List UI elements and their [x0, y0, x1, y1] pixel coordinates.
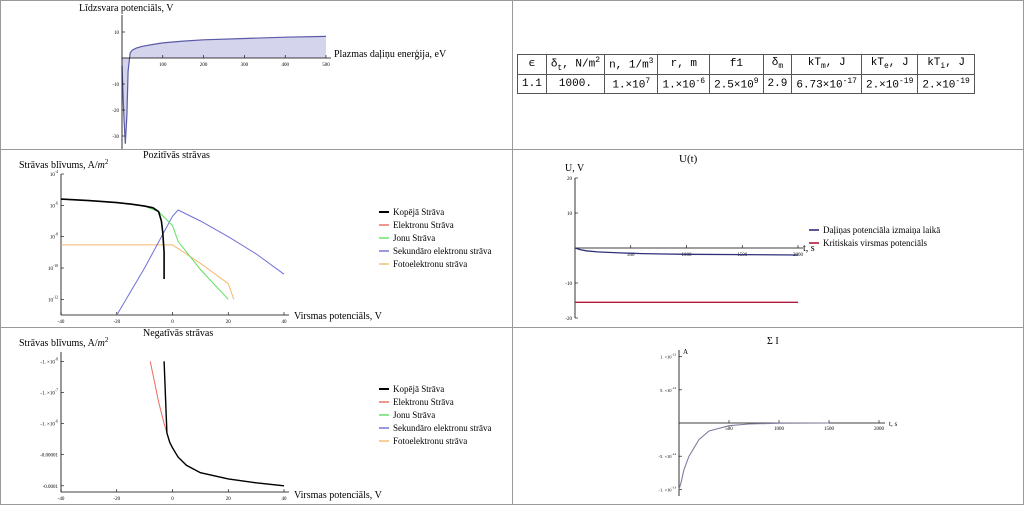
neg-xlabel: Virsmas potenciāls, V: [294, 490, 382, 501]
equilibrium-potential-chart: [1, 1, 512, 149]
ut-legend-potential-label: Daļiņas potenciāla izmaiņa laikā: [823, 225, 941, 235]
neg-legend-label-ion: Jonu Strāva: [393, 410, 436, 420]
pos-y-tick-label: $10^{-6}$: [49, 201, 58, 210]
neg-x-tick-label: 0: [171, 497, 174, 502]
header-kte: $kT_e$, J: [861, 55, 917, 75]
eq-y-tick-label: 10: [114, 31, 119, 36]
sum-y-tick-label: -5. $\times 10^{-14}$: [658, 452, 676, 460]
sum-current-line: [679, 423, 829, 489]
pos-x-tick-label: 0: [171, 320, 174, 325]
sum-current-chart: [513, 328, 1023, 504]
eq-x-tick-label: 400: [281, 63, 289, 68]
neg-total-current-line: [164, 361, 284, 486]
table-header-row: [518, 55, 975, 75]
sum-title: Σ I: [767, 336, 779, 347]
pos-photo-current-line: [61, 245, 234, 299]
value-r: $1.\times 10^{-6}$: [658, 74, 710, 93]
parameter-table-panel: [512, 0, 1024, 150]
neg-legend-label-total: Kopējā Strāva: [393, 384, 445, 394]
ut-x-tick-label: 1500: [737, 253, 748, 258]
pos-y-tick-label: $10^{-4}$: [49, 170, 58, 178]
sum-y-tick-label: 1. $\times 10^{-13}$: [659, 352, 676, 360]
ut-title: U(t): [679, 153, 698, 165]
positive-currents-panel: [0, 149, 513, 328]
eq-y-tick-label: -20: [112, 109, 119, 114]
eq-x-tick-label: 200: [199, 63, 208, 68]
value-kti: $2.\times 10^{-19}$: [918, 74, 974, 93]
header-n: n, $1/m^3$: [605, 55, 658, 75]
value-epsilon: 1.1: [518, 74, 547, 93]
pos-y-tick-label: $10^{-12}$: [48, 295, 58, 304]
pos-title: Pozitīvās strāvas: [143, 150, 210, 161]
ut-y-tick-label: -10: [565, 282, 572, 287]
neg-y-tick-label: -1. $\times 10^{-8}$: [40, 357, 58, 366]
ut-legend: [809, 225, 940, 248]
equilibrium-area-fill: [122, 36, 326, 143]
ut-y-tick-label: -20: [565, 317, 572, 322]
neg-electron-current-line: [150, 361, 284, 486]
positive-currents-chart: [1, 150, 512, 327]
pos-ion-current-line: [61, 199, 228, 299]
pos-ylabel: Strāvas blīvums, $A/m^2$: [19, 158, 109, 171]
neg-ylabel: Strāvas blīvums, $A/m^2$: [19, 336, 109, 349]
eq-xlabel: Plazmas daļiņu enerģija, eV: [334, 49, 447, 60]
eq-x-tick-label: 500: [322, 63, 330, 68]
neg-legend-label-secondary: Sekundāro elektronu strāva: [393, 423, 492, 433]
neg-y-tick-label: -1. $\times 10^{-7}$: [40, 388, 58, 397]
pos-legend-label-ion: Jonu Strāva: [393, 233, 436, 243]
pos-x-tick-label: 20: [225, 320, 231, 325]
eq-y-tick-label: -10: [112, 83, 119, 88]
sum-current-panel: [512, 327, 1024, 505]
header-delta-t: $\delta_t$, $N/m^2$: [546, 55, 604, 75]
negative-currents-chart: [1, 328, 512, 504]
table-value-row: [518, 74, 975, 93]
header-delta-m: $\delta_m$: [763, 55, 792, 75]
header-kti: $kT_i$, J: [918, 55, 974, 75]
sum-y-tick-label: 5. $\times 10^{-14}$: [659, 385, 676, 393]
pos-legend-label-electron: Elektronu Strāva: [393, 220, 454, 230]
value-delta-t: 1000.: [546, 74, 604, 93]
sum-x-tick-label: 1500: [824, 427, 834, 432]
pos-x-tick-label: 40: [281, 320, 287, 325]
parameter-table: [517, 54, 975, 94]
sum-ylabel: A: [683, 348, 689, 356]
value-kte: $2.\times 10^{-19}$: [861, 74, 917, 93]
pos-y-tick-label: $10^{-8}$: [49, 232, 58, 241]
value-ktm: $6.73\times 10^{-17}$: [792, 74, 862, 93]
sum-x-tick-label: 500: [725, 427, 733, 432]
value-delta-m: 2.9: [763, 74, 792, 93]
header-ktm: $kT_m$, J: [792, 55, 862, 75]
positive-legend: [379, 207, 491, 269]
negative-legend: [379, 384, 491, 446]
ut-ylabel: U, V: [565, 163, 585, 174]
ut-x-tick-label: 1000: [681, 253, 692, 258]
equilibrium-potential-panel: [0, 0, 513, 150]
header-f1: f1: [710, 55, 763, 75]
neg-y-tick-label: -1. $\times 10^{-6}$: [40, 419, 58, 428]
sum-x-tick-label: 1000: [774, 427, 784, 432]
ut-y-tick-label: 20: [567, 177, 572, 182]
pos-total-current-line: [61, 199, 164, 279]
ut-x-tick-label: 500: [627, 253, 635, 258]
sum-y-tick-label: -1. $\times 10^{-13}$: [658, 485, 676, 493]
neg-legend-label-photo: Fotoelektronu strāva: [393, 436, 468, 446]
pos-xlabel: Virsmas potenciāls, V: [294, 311, 382, 322]
ut-potential-line: [575, 248, 798, 255]
eq-x-tick-label: 100: [159, 63, 167, 68]
neg-title: Negatīvās strāvas: [143, 328, 214, 339]
neg-x-tick-label: -20: [113, 497, 121, 502]
ut-legend-critical-label: Kritiskais virsmas potenciāls: [823, 238, 927, 248]
negative-currents-panel: [0, 327, 513, 505]
neg-legend-label-electron: Elektronu Strāva: [393, 397, 454, 407]
pos-x-tick-label: -40: [57, 320, 65, 325]
value-n: $1.\times 10^7$: [605, 74, 658, 93]
neg-y-tick-label: -0.00001: [40, 453, 58, 459]
neg-y-tick-label: -0.0001: [42, 484, 58, 490]
eq-ylabel: Līdzsvara potenciāls, V: [79, 3, 174, 14]
value-f1: $2.5\times 10^9$: [710, 74, 763, 93]
pos-legend-label-photo: Fotoelektronu strāva: [393, 259, 468, 269]
ut-xlabel: t, s: [803, 243, 815, 254]
ut-chart: [513, 150, 1023, 327]
pos-legend-label-total: Kopējā Strāva: [393, 207, 445, 217]
neg-x-tick-label: -40: [57, 497, 65, 502]
neg-x-tick-label: 40: [281, 497, 287, 502]
sum-xlabel: t, s: [889, 420, 898, 428]
pos-y-tick-label: $10^{-10}$: [48, 264, 58, 272]
pos-secondary-current-line: [117, 210, 284, 315]
neg-x-tick-label: 20: [225, 497, 231, 502]
eq-x-tick-label: 300: [240, 63, 249, 68]
ut-y-tick-label: 10: [567, 212, 572, 217]
sum-x-tick-label: 2000: [874, 427, 884, 432]
header-r: r, m: [658, 55, 710, 75]
eq-y-tick-label: -30: [112, 135, 119, 140]
ut-panel: [512, 149, 1024, 328]
ut-x-tick-label: 2000: [793, 253, 803, 258]
pos-x-tick-label: -20: [113, 320, 121, 325]
pos-legend-label-secondary: Sekundāro elektronu strāva: [393, 246, 492, 256]
header-epsilon: ϵ: [518, 55, 547, 75]
